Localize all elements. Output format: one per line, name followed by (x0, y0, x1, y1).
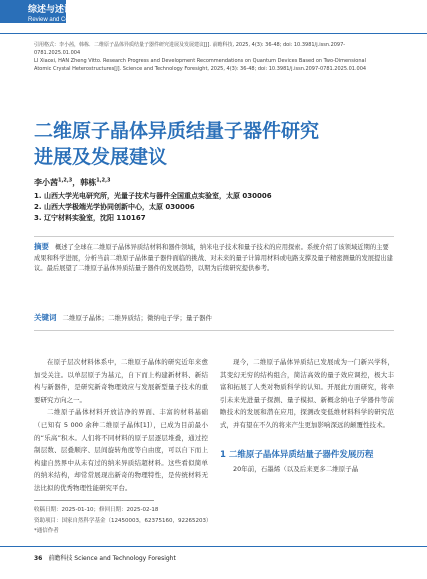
body-column-left (34, 356, 208, 495)
header-rule (0, 33, 427, 34)
author-affil-sup-1: 1,2,3 (58, 177, 73, 184)
journal-name: 前瞻科技 Science and Technology Foresight (48, 555, 176, 562)
abstract-text: 概述了全球在二维原子晶体异质结材料和器件领域，纳米电子技术和量子技术的应用探索。系统介绍了该领域近期的主要成果和科学进展，分析当前二维原子晶体量子器件面临的挑战、对未来的量子计算用材料或电路支撑及量子精密测量的发展提出建议。最后展望了二维原子晶体异质结量子器件的发展趋势，以期为后续研究提供参考。 (34, 244, 393, 272)
keywords-label: 关键词 (34, 313, 57, 322)
section-heading: 1 二维原子晶体异质结量子器件发展历程 (220, 450, 374, 460)
body-paragraph: 在原子层次材料体系中，二维原子晶体的研究近年来愈加受关注。以单层原子为基元，自下而上构建新材料、新结构与新器件，是研究新奇物理效应与发展新型量子技术的重要研究方向之一。 (34, 358, 208, 404)
abstract (34, 242, 394, 304)
author-separator: ， (72, 178, 81, 187)
title-line-2: 进展及发展建议 (34, 146, 168, 168)
section-title-zh: 综述与述评 (28, 5, 74, 15)
abstract-bottom-rule (34, 330, 394, 331)
keywords (34, 312, 212, 323)
affiliation-1: 1. 山西大学光电研究所，光量子技术与器件全国重点实验室，太原 030006 (34, 192, 272, 200)
article-title (34, 118, 394, 170)
footnote-corresponding: *通信作者 (34, 528, 59, 534)
section-title-en: Review and Commentary (28, 17, 96, 23)
abstract-label: 摘要 (34, 242, 49, 251)
footnote-funding: 资助项目：国家自然科学基金（12450003，62375160，92265203） (34, 517, 212, 524)
keywords-text: 二维原子晶体；二维异质结；微纳电子学；量子器件 (62, 314, 212, 322)
author-name-2: 韩栋 (80, 178, 97, 187)
page-footer (34, 553, 176, 562)
body-column-right-continued (220, 463, 394, 476)
section-header (28, 5, 95, 24)
footnote-received: 收稿日期：2025-01-10；修回日期：2025-02-18 (34, 507, 159, 513)
citation-line-3: LI Xiaoxi, HAN Zheng Vitto. Research Progress and Development Recommendations on Quantum Devices Based on Two-Dimensional (34, 58, 366, 64)
title-line-1: 二维原子晶体异质结量子器件研究 (34, 120, 320, 142)
body-column-right (220, 356, 394, 432)
citation-line-1: 引用格式：李小茜，韩栋．二维原子晶体异质结量子器件研究进展及发展建议[J]. 前瞻科技, 2025, 4(3): 36-48; doi: 10.3981/j.issn.2097- (34, 42, 346, 48)
footnote-rule (34, 500, 154, 501)
body-paragraph: 现今，二维原子晶体异质结已发展成为一门新兴学科，其变幻无穷的结构组合，简洁高效的量子效应调控，极大丰富和拓展了人类对物质科学的认知。开展此方面研究，将牵引未来先进量子探测、量子模拟、新概念纳电子学器件等前瞻技术的发展和潜在应用，探测改变低维材料科学的研究范式，并有望在不久的将来产生更加影响深远的颠覆性技术。 (220, 358, 394, 429)
author-list (34, 177, 111, 188)
body-paragraph: 二维原子晶体材料开放洁净的界面、丰富的材料基础（已知有 5 000 余种二维原子晶体[1]），已成为目前最小的“乐高”积木。人们将不同材料的原子层逐层堆叠，通过控制层数、层叠顺序、层间旋转角度等自由度，可以自下而上构建自然界中从未有过的纳米异质结超材料。这些看似简单的纳米结构，却常常展现出新奇的物理特性，是传统材料无法比拟的优秀物理性能研究平台。 (34, 408, 208, 492)
abstract-top-rule (34, 236, 394, 237)
author-affil-sup-2: 1,2,3 (96, 177, 111, 184)
citation-line-2: 0781.2025.01.004 (34, 50, 81, 56)
affiliation-3: 3. 辽宁材料实验室，沈阳 110167 (34, 214, 146, 222)
page-number: 36 (34, 555, 43, 562)
body-paragraph: 20年前，石墨烯（以及后来更多二维原子晶 (233, 465, 359, 473)
citation-block (34, 41, 394, 73)
affiliation-2: 2. 山西大学极端光学协同创新中心，太原 030006 (34, 203, 195, 211)
footer-rule (0, 546, 427, 547)
author-name-1: 李小茜 (34, 178, 58, 187)
citation-line-4: Atomic Crystal Heterostructures[J]. Science and Technology Foresight, 2025, 4(3): 36-48; doi: 10.3981/j.issn.2097-0781.2025.01.004 (34, 66, 367, 72)
footnotes (34, 505, 211, 537)
